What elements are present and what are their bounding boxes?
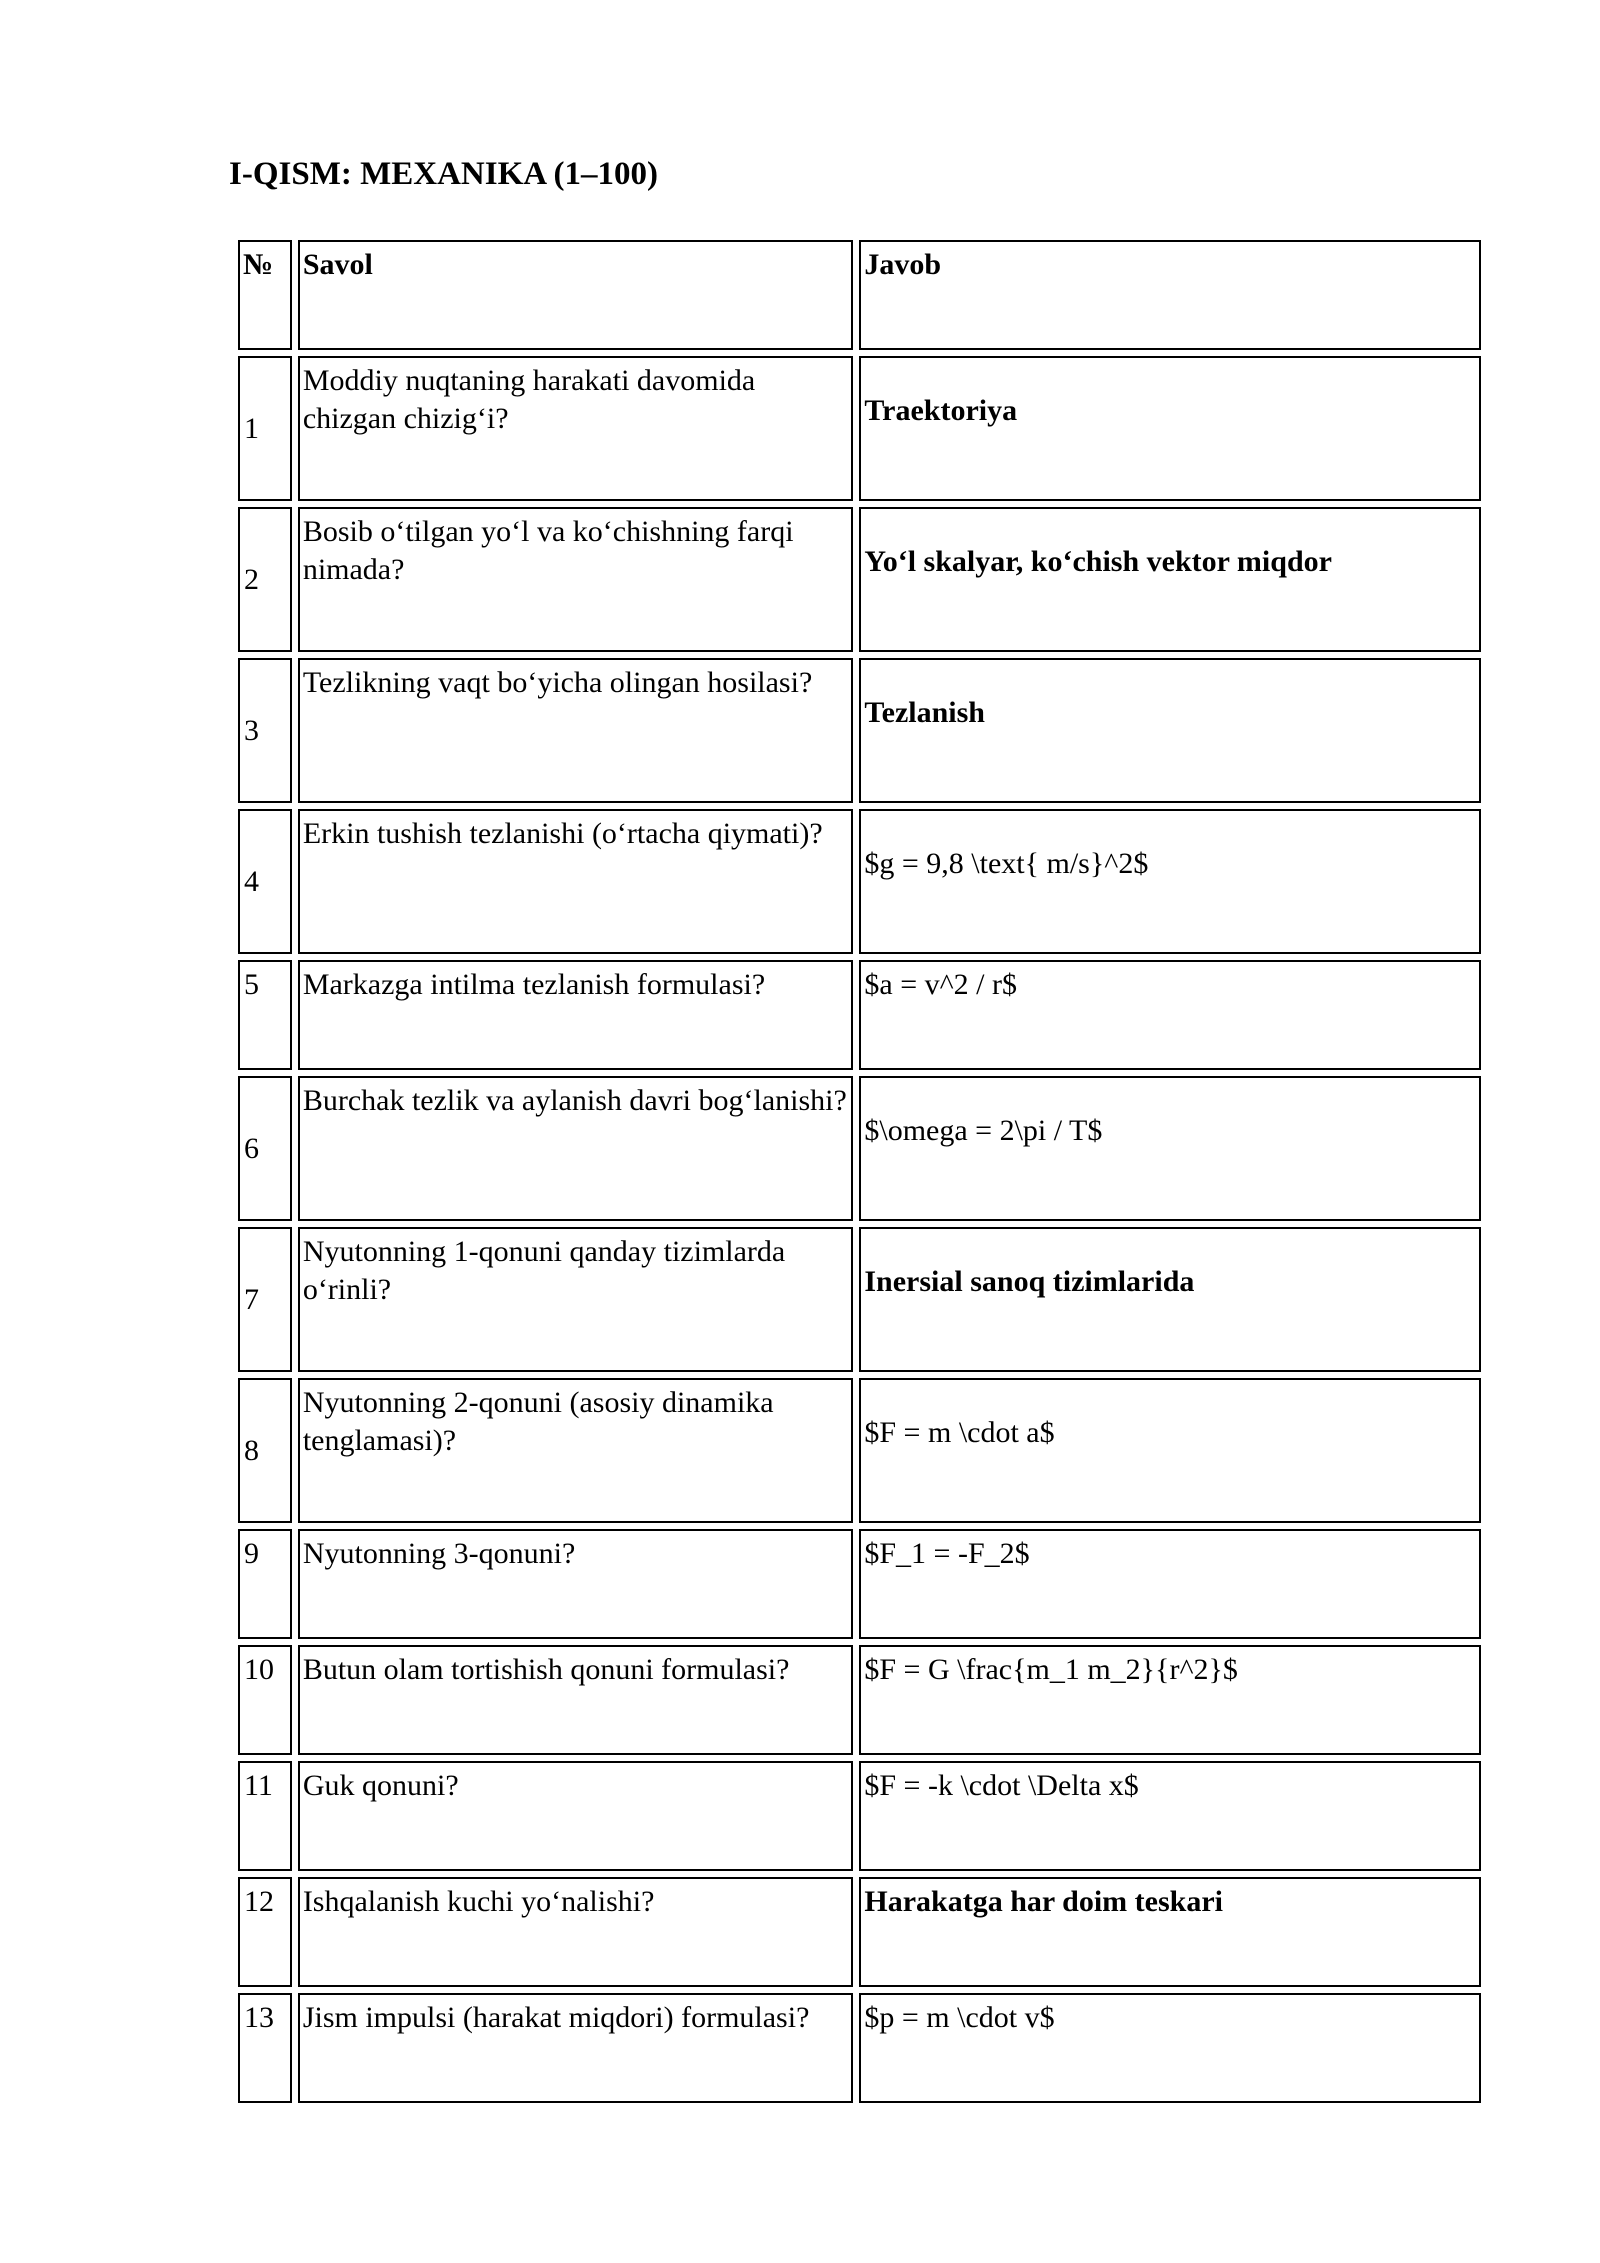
row-answer: $F = m \cdot a$ [859,1378,1481,1523]
row-number: 3 [238,658,292,803]
row-question: Nyutonning 1-qonuni qanday tizimlarda o‘rinli? [298,1227,854,1372]
row-number: 7 [238,1227,292,1372]
header-question: Savol [298,240,854,350]
table-row [238,1378,1481,1523]
row-answer: $F = G \frac{m_1 m_2}{r^2}$ [859,1645,1481,1755]
row-answer: $F = -k \cdot \Delta x$ [859,1761,1481,1871]
row-number: 9 [238,1529,292,1639]
header-answer: Javob [859,240,1481,350]
row-number: 4 [238,809,292,954]
row-number: 6 [238,1076,292,1221]
row-answer: $g = 9,8 \text{ m/s}^2$ [859,809,1481,954]
row-number: 11 [238,1761,292,1871]
table-row [238,1645,1481,1755]
row-question: Jism impulsi (harakat miqdori) formulasi? [298,1993,854,2103]
row-question: Moddiy nuqtaning harakati davomida chizgan chizig‘i? [298,356,854,501]
row-question: Bosib o‘tilgan yo‘l va ko‘chishning farqi nimada? [298,507,854,652]
row-number: 10 [238,1645,292,1755]
row-question: Burchak tezlik va aylanish davri bog‘lanishi? [298,1076,854,1221]
table-row [238,1761,1481,1871]
row-number: 8 [238,1378,292,1523]
row-answer: $p = m \cdot v$ [859,1993,1481,2103]
row-answer: Yo‘l skalyar, ko‘chish vektor miqdor [859,507,1481,652]
row-number: 5 [238,960,292,1070]
table-row [238,1076,1481,1221]
row-answer: Traektoriya [859,356,1481,501]
table-row [238,658,1481,803]
row-question: Erkin tushish tezlanishi (o‘rtacha qiymati)? [298,809,854,954]
row-question: Tezlikning vaqt bo‘yicha olingan hosilasi? [298,658,854,803]
table-row [238,1877,1481,1987]
row-answer: Harakatga har doim teskari [859,1877,1481,1987]
page-title: I-QISM: MEXANIKA (1–100) [229,156,658,192]
row-number: 2 [238,507,292,652]
row-answer: $\omega = 2\pi / T$ [859,1076,1481,1221]
qa-table [232,234,1487,2109]
row-answer: Inersial sanoq tizimlarida [859,1227,1481,1372]
row-question: Guk qonuni? [298,1761,854,1871]
row-number: 12 [238,1877,292,1987]
row-answer: $F_1 = -F_2$ [859,1529,1481,1639]
table-row [238,1993,1481,2103]
table-row [238,960,1481,1070]
row-answer: $a = v^2 / r$ [859,960,1481,1070]
table-row [238,356,1481,501]
row-answer: Tezlanish [859,658,1481,803]
table-row [238,809,1481,954]
row-number: 13 [238,1993,292,2103]
row-number: 1 [238,356,292,501]
header-number: № [238,240,292,350]
row-question: Butun olam tortishish qonuni formulasi? [298,1645,854,1755]
row-question: Nyutonning 3-qonuni? [298,1529,854,1639]
table-row [238,1529,1481,1639]
row-question: Markazga intilma tezlanish formulasi? [298,960,854,1070]
row-question: Ishqalanish kuchi yo‘nalishi? [298,1877,854,1987]
table-row [238,1227,1481,1372]
row-question: Nyutonning 2-qonuni (asosiy dinamika tenglamasi)? [298,1378,854,1523]
table-row [238,507,1481,652]
table-header-row [238,240,1481,350]
